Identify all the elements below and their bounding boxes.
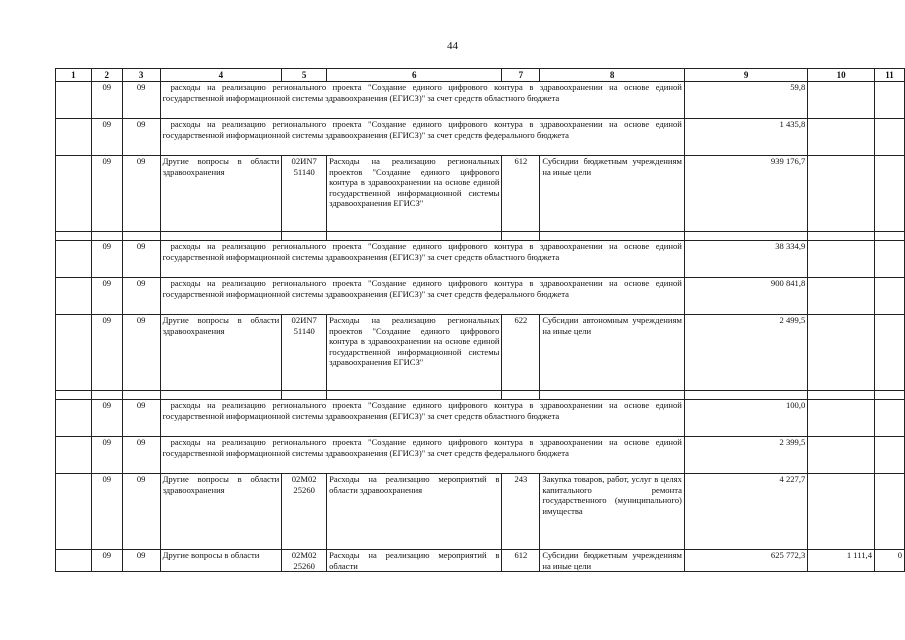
cell-expense-name: Расходы на реализацию мероприятий в области bbox=[327, 550, 502, 572]
cell-amount: 2 499,5 bbox=[684, 315, 807, 391]
spacer-cell bbox=[808, 391, 875, 400]
cell-subsection: 09 bbox=[122, 400, 160, 437]
cell-amount: 38 334,9 bbox=[684, 241, 807, 278]
cell-subsection: 09 bbox=[122, 119, 160, 156]
spacer-cell bbox=[282, 232, 327, 241]
cell-type-name: Субсидии бюджетным учреждениям на иные цели bbox=[540, 156, 685, 232]
cell-type-code: 243 bbox=[502, 474, 540, 550]
cell-type-name: Закупка товаров, работ, услуг в целях капитального ремонта государственного (муниципального) имущества bbox=[540, 474, 685, 550]
cell-1 bbox=[56, 474, 92, 550]
cell-1 bbox=[56, 241, 92, 278]
header-cell-7: 7 bbox=[502, 69, 540, 82]
cell-target-code: 02М02 25260 bbox=[282, 474, 327, 550]
cell-amount-11 bbox=[875, 156, 905, 232]
spacer-cell bbox=[56, 232, 92, 241]
header-cell-1: 1 bbox=[56, 69, 92, 82]
spacer-row bbox=[56, 232, 905, 241]
cell-amount: 900 841,8 bbox=[684, 278, 807, 315]
spacer-cell bbox=[327, 391, 502, 400]
cell-amount: 59,8 bbox=[684, 82, 807, 119]
cell-section-name: Другие вопросы в области здравоохранения bbox=[160, 156, 282, 232]
cell-amount: 939 176,7 bbox=[684, 156, 807, 232]
cell-subsection: 09 bbox=[122, 278, 160, 315]
cell-expense-name: Расходы на реализацию региональных проектов "Создание единого цифрового контура в здравоохранении на основе единой государственной информационной системы здравоохранения ЕГИСЗ" bbox=[327, 156, 502, 232]
cell-1 bbox=[56, 437, 92, 474]
cell-section: 09 bbox=[91, 156, 122, 232]
cell-1 bbox=[56, 278, 92, 315]
spacer-cell bbox=[282, 391, 327, 400]
spacer-cell bbox=[91, 232, 122, 241]
cell-1 bbox=[56, 550, 92, 572]
cell-section: 09 bbox=[91, 82, 122, 119]
budget-table bbox=[55, 68, 905, 572]
cell-10 bbox=[808, 400, 875, 437]
header-cell-6: 6 bbox=[327, 69, 502, 82]
spacer-cell bbox=[502, 232, 540, 241]
cell-subitem-text: расходы на реализацию регионального проекта "Создание единого цифрового контура в здравоохранении на основе единой государственной информационной системы здравоохранения (ЕГИСЗ)" за счет средств областного бюджета bbox=[160, 400, 684, 437]
cell-section: 09 bbox=[91, 437, 122, 474]
cell-subsection: 09 bbox=[122, 315, 160, 391]
cell-amount-11: 0 bbox=[875, 550, 905, 572]
cell-section: 09 bbox=[91, 241, 122, 278]
cell-section: 09 bbox=[91, 119, 122, 156]
spacer-cell bbox=[684, 391, 807, 400]
cell-amount-10 bbox=[808, 156, 875, 232]
cell-10 bbox=[808, 278, 875, 315]
cell-amount: 100,0 bbox=[684, 400, 807, 437]
cell-section-name: Другие вопросы в области здравоохранения bbox=[160, 315, 282, 391]
cell-section: 09 bbox=[91, 474, 122, 550]
cell-subitem-text: расходы на реализацию регионального проекта "Создание единого цифрового контура в здравоохранении на основе единой государственной информационной системы здравоохранения (ЕГИСЗ)" за счет средств федерального бюджета bbox=[160, 437, 684, 474]
cell-amount: 4 227,7 bbox=[684, 474, 807, 550]
table-row bbox=[56, 119, 905, 156]
cell-subsection: 09 bbox=[122, 550, 160, 572]
cell-10 bbox=[808, 82, 875, 119]
header-cell-3: 3 bbox=[122, 69, 160, 82]
cell-amount: 625 772,3 bbox=[684, 550, 807, 572]
header-cell-11: 11 bbox=[875, 69, 905, 82]
cell-section: 09 bbox=[91, 400, 122, 437]
cell-amount: 1 435,8 bbox=[684, 119, 807, 156]
cell-1 bbox=[56, 400, 92, 437]
cell-type-code: 622 bbox=[502, 315, 540, 391]
header-cell-4: 4 bbox=[160, 69, 282, 82]
table-row bbox=[56, 241, 905, 278]
header-cell-8: 8 bbox=[540, 69, 685, 82]
cell-11 bbox=[875, 437, 905, 474]
cell-type-code: 612 bbox=[502, 550, 540, 572]
table-row bbox=[56, 278, 905, 315]
cell-subsection: 09 bbox=[122, 82, 160, 119]
cell-11 bbox=[875, 400, 905, 437]
cell-subsection: 09 bbox=[122, 156, 160, 232]
table-row bbox=[56, 400, 905, 437]
cell-type-name: Субсидии бюджетным учреждениям на иные цели bbox=[540, 550, 685, 572]
cell-1 bbox=[56, 315, 92, 391]
cell-target-code: 02ИN7 51140 bbox=[282, 315, 327, 391]
cell-amount-11 bbox=[875, 315, 905, 391]
cell-11 bbox=[875, 119, 905, 156]
spacer-cell bbox=[327, 232, 502, 241]
cell-subsection: 09 bbox=[122, 474, 160, 550]
cell-subsection: 09 bbox=[122, 437, 160, 474]
spacer-cell bbox=[160, 391, 282, 400]
spacer-cell bbox=[808, 232, 875, 241]
cell-subitem-text: расходы на реализацию регионального проекта "Создание единого цифрового контура в здравоохранении на основе единой государственной информационной системы здравоохранения (ЕГИСЗ)" за счет средств федерального бюджета bbox=[160, 278, 684, 315]
cell-section: 09 bbox=[91, 278, 122, 315]
spacer-cell bbox=[91, 391, 122, 400]
table-row bbox=[56, 550, 905, 572]
cell-subitem-text: расходы на реализацию регионального проекта "Создание единого цифрового контура в здравоохранении на основе единой государственной информационной системы здравоохранения (ЕГИСЗ)" за счет средств областного бюджета bbox=[160, 241, 684, 278]
cell-1 bbox=[56, 119, 92, 156]
cell-subitem-text: расходы на реализацию регионального проекта "Создание единого цифрового контура в здравоохранении на основе единой государственной информационной системы здравоохранения (ЕГИСЗ)" за счет средств федерального бюджета bbox=[160, 119, 684, 156]
spacer-row bbox=[56, 391, 905, 400]
spacer-cell bbox=[122, 232, 160, 241]
cell-10 bbox=[808, 241, 875, 278]
spacer-cell bbox=[540, 232, 685, 241]
cell-section: 09 bbox=[91, 550, 122, 572]
cell-amount-10 bbox=[808, 474, 875, 550]
spacer-cell bbox=[875, 232, 905, 241]
cell-section-name: Другие вопросы в области bbox=[160, 550, 282, 572]
cell-amount-11 bbox=[875, 474, 905, 550]
header-cell-9: 9 bbox=[684, 69, 807, 82]
cell-target-code: 02ИN7 51140 bbox=[282, 156, 327, 232]
header-cell-10: 10 bbox=[808, 69, 875, 82]
spacer-cell bbox=[684, 232, 807, 241]
cell-amount-10: 1 111,4 bbox=[808, 550, 875, 572]
header-row bbox=[56, 69, 905, 82]
cell-expense-name: Расходы на реализацию региональных проектов "Создание единого цифрового контура в здравоохранении на основе единой государственной информационной системы здравоохранения ЕГИСЗ" bbox=[327, 315, 502, 391]
page-number: 44 bbox=[447, 40, 458, 52]
spacer-cell bbox=[122, 391, 160, 400]
header-cell-5: 5 bbox=[282, 69, 327, 82]
cell-10 bbox=[808, 437, 875, 474]
cell-11 bbox=[875, 278, 905, 315]
cell-target-code: 02М02 25260 bbox=[282, 550, 327, 572]
cell-10 bbox=[808, 119, 875, 156]
cell-amount: 2 399,5 bbox=[684, 437, 807, 474]
cell-type-code: 612 bbox=[502, 156, 540, 232]
table-row bbox=[56, 315, 905, 391]
cell-1 bbox=[56, 82, 92, 119]
cell-amount-10 bbox=[808, 315, 875, 391]
cell-type-name: Субсидии автономным учреждениям на иные цели bbox=[540, 315, 685, 391]
spacer-cell bbox=[160, 232, 282, 241]
cell-section: 09 bbox=[91, 315, 122, 391]
spacer-cell bbox=[540, 391, 685, 400]
spacer-cell bbox=[502, 391, 540, 400]
table-row bbox=[56, 82, 905, 119]
cell-section-name: Другие вопросы в области здравоохранения bbox=[160, 474, 282, 550]
header-cell-2: 2 bbox=[91, 69, 122, 82]
spacer-cell bbox=[56, 391, 92, 400]
cell-11 bbox=[875, 241, 905, 278]
cell-expense-name: Расходы на реализацию мероприятий в области здравоохранения bbox=[327, 474, 502, 550]
table-row bbox=[56, 156, 905, 232]
cell-subsection: 09 bbox=[122, 241, 160, 278]
cell-11 bbox=[875, 82, 905, 119]
table-row bbox=[56, 474, 905, 550]
cell-subitem-text: расходы на реализацию регионального проекта "Создание единого цифрового контура в здравоохранении на основе единой государственной информационной системы здравоохранения (ЕГИСЗ)" за счет средств областного бюджета bbox=[160, 82, 684, 119]
table-row bbox=[56, 437, 905, 474]
cell-1 bbox=[56, 156, 92, 232]
spacer-cell bbox=[875, 391, 905, 400]
